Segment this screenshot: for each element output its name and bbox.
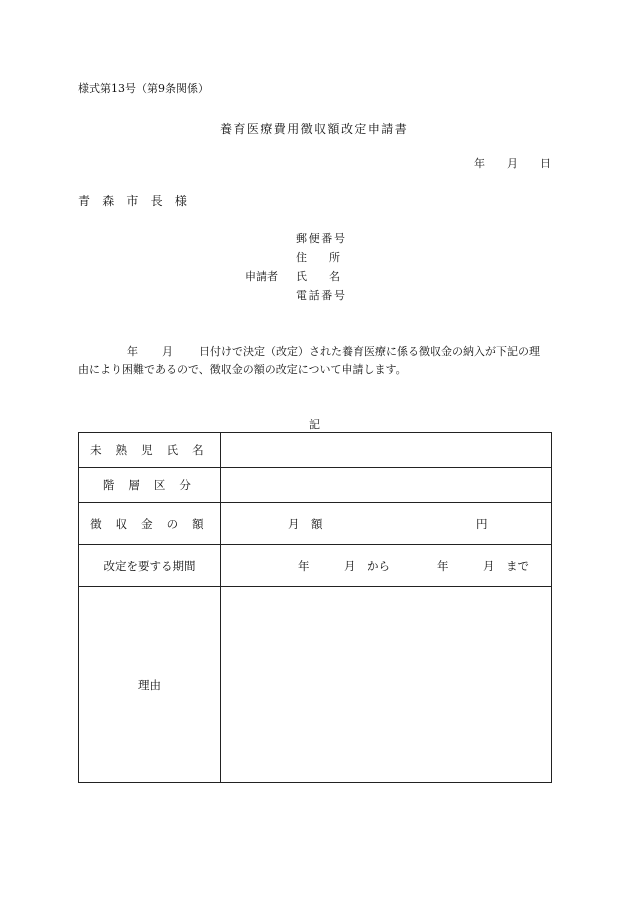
amount-monthly-label: 月 額 <box>288 517 323 531</box>
applicant-name-label: 氏 名 <box>296 270 340 283</box>
tier-label-cell <box>79 468 221 503</box>
reason-value[interactable] <box>221 587 552 783</box>
application-table <box>78 432 552 783</box>
table-row-amount <box>79 503 552 545</box>
table-row-reason <box>79 587 552 783</box>
amount-value[interactable] <box>221 503 552 545</box>
reason-label-cell <box>79 587 221 783</box>
amount-yen-label: 円 <box>476 517 488 531</box>
amount-label-cell <box>79 503 221 545</box>
table-row-tier <box>79 468 552 503</box>
date-year-field[interactable]: 年 <box>474 157 485 170</box>
period-month1: 月 <box>344 559 356 573</box>
child-name-value[interactable] <box>221 433 552 468</box>
period-label: 改定を要する期間 <box>103 558 196 573</box>
form-number: 様式第13号（第9条関係） <box>78 82 209 95</box>
period-from: から <box>367 559 390 573</box>
period-until: まで <box>506 559 529 573</box>
applicant-postal-label: 郵便番号 <box>296 232 347 245</box>
body-line1: 日付けで決定（改定）された養育医療に係る徴収金の納入が下記の理 <box>199 345 540 358</box>
applicant-label: 申請者 <box>245 270 278 283</box>
addressee: 青 森 市 長 様 <box>78 194 192 208</box>
period-month2: 月 <box>483 559 495 573</box>
body-line2: 由により困難であるので、徴収金の額の改定について申請します。 <box>78 363 407 376</box>
table-row-child-name <box>79 433 552 468</box>
period-label-cell <box>79 545 221 587</box>
body-month-field[interactable]: 月 <box>162 345 173 358</box>
applicant-address-label: 住 所 <box>296 251 340 264</box>
amount-label: 徴 収 金 の 額 <box>90 516 209 531</box>
date-month-field[interactable]: 月 <box>507 157 518 170</box>
period-year2: 年 <box>437 559 449 573</box>
applicant-phone-label: 電話番号 <box>296 289 347 302</box>
tier-label: 階 層 区 分 <box>102 478 197 492</box>
period-value[interactable] <box>221 545 552 587</box>
ki-heading: 記 <box>309 418 320 431</box>
child-name-label-cell <box>79 433 221 468</box>
reason-label: 理由 <box>138 677 161 692</box>
period-year1: 年 <box>298 559 310 573</box>
date-day-field[interactable]: 日 <box>540 157 551 170</box>
tier-value[interactable] <box>221 468 552 503</box>
body-year-field[interactable]: 年 <box>127 345 138 358</box>
table-row-period <box>79 545 552 587</box>
child-name-label: 未 熟 児 氏 名 <box>90 443 209 457</box>
document-title: 養育医療費用徴収額改定申請書 <box>220 122 409 136</box>
